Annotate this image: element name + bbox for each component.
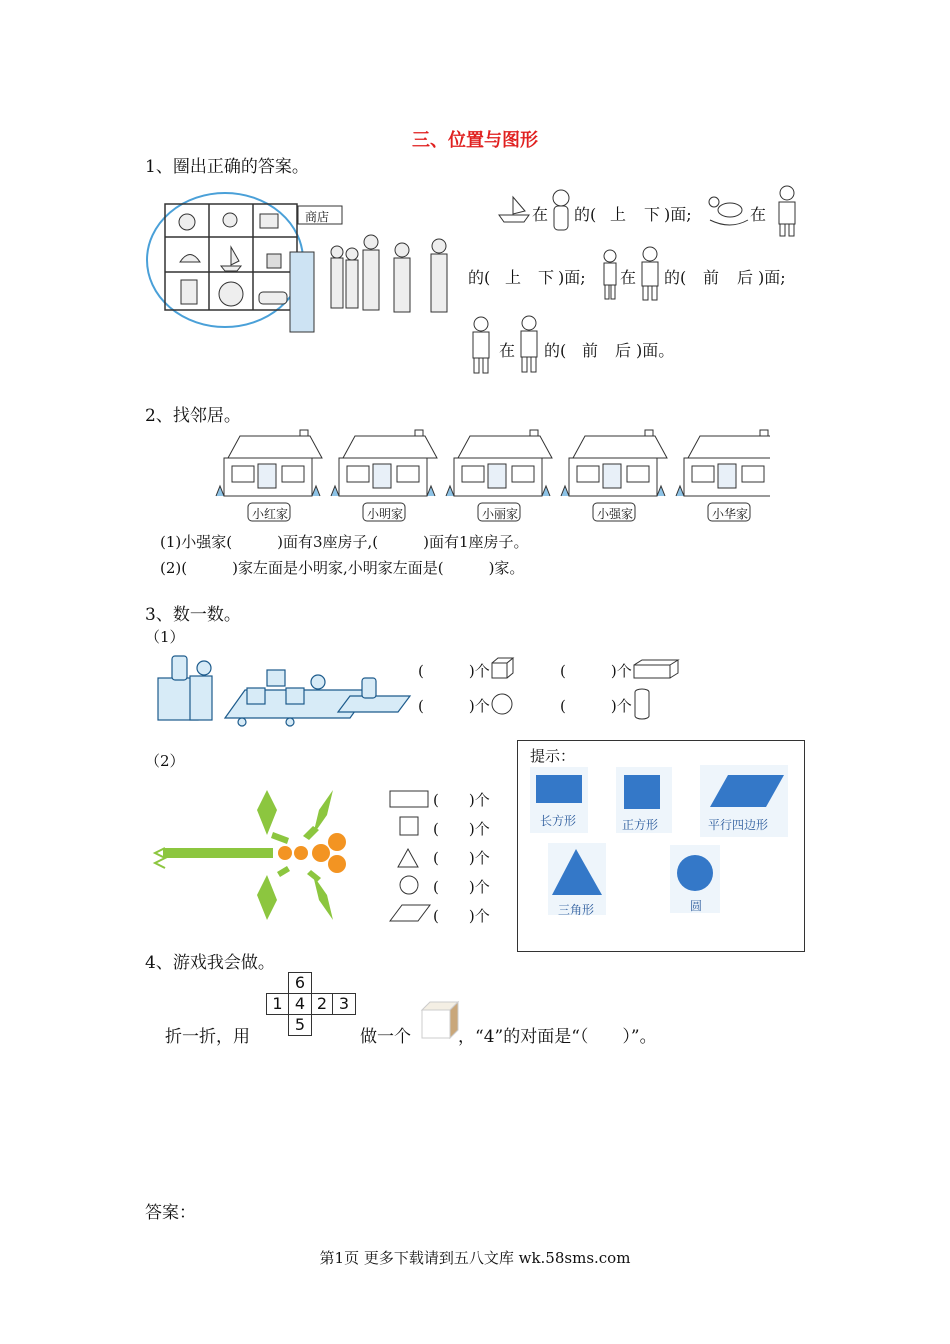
cylinder-icon	[632, 686, 654, 722]
q1-l1-end: )面;	[664, 205, 692, 224]
q4-sentence-b: 做一个	[360, 1027, 411, 1047]
hint-title: 提示：	[530, 747, 576, 765]
cuboid-icon	[632, 658, 680, 680]
net-cell-3: 2	[311, 993, 333, 1015]
count-square[interactable]: ( )个	[433, 820, 490, 838]
hint-triangle-label: 三角形	[558, 903, 595, 917]
parallelogram-icon	[390, 905, 430, 921]
q1-l2-of2: 的(	[664, 268, 687, 287]
q2-heading: 2、找邻居。	[145, 406, 241, 426]
net-cell-2: 4	[288, 993, 312, 1015]
hint-square-label: 正方形	[622, 818, 659, 832]
house-label-4: 小强家	[597, 507, 634, 521]
q1-l1-down[interactable]: 下	[644, 205, 661, 224]
q1-l3-end: )面。	[636, 341, 675, 360]
q3-part2-label: （2）	[145, 752, 185, 770]
q1-l2-up[interactable]: 上	[505, 268, 522, 287]
square-icon	[400, 817, 418, 835]
q1-l2-end2: )面;	[758, 268, 786, 287]
house-label-2: 小明家	[367, 507, 404, 521]
boat-icon	[495, 195, 535, 225]
q1-l1-of: 的(	[574, 205, 597, 224]
doll-icon	[548, 188, 574, 232]
shape-legend-icons	[388, 787, 436, 927]
q4-sentence-a: 折一折，用	[165, 1027, 250, 1047]
answer-label: 答案：	[145, 1203, 196, 1223]
house-label-1: 小红家	[252, 507, 289, 521]
cube-icon	[490, 656, 516, 680]
plane-shapes-figure	[145, 780, 360, 925]
q2-line2: (2)( )家左面是小明家,小明家左面是( )家。	[160, 559, 525, 577]
q1-l1-in: 在	[532, 205, 549, 224]
q1-l1-up[interactable]: 上	[610, 205, 627, 224]
robot-icon	[772, 184, 802, 240]
hint-shapes	[528, 765, 798, 945]
girl-icon	[465, 315, 497, 377]
hint-rectangle-label: 长方形	[540, 814, 577, 828]
count-cuboid[interactable]: ( )个	[560, 662, 632, 680]
q4-sentence-c[interactable]: ，“4”的对面是“（ ）”。	[458, 1027, 657, 1047]
cube-net	[264, 972, 356, 1038]
rectangle-icon	[390, 791, 428, 807]
q2-line1: (1)小强家( )面有3座房子,( )面有1座房子。	[160, 533, 529, 551]
q1-l2-down[interactable]: 下	[538, 268, 555, 287]
rocking-horse-icon	[706, 192, 752, 226]
count-rectangle[interactable]: ( )个	[433, 791, 490, 809]
q1-heading: 1、圈出正确的答案。	[145, 157, 309, 177]
count-cylinder[interactable]: ( )个	[560, 697, 632, 715]
q1-l3-back[interactable]: 后	[615, 341, 632, 360]
q1-l1-in2: 在	[750, 205, 767, 224]
shop-sign: 商店	[305, 210, 330, 224]
triangle-icon	[398, 849, 418, 867]
count-circle[interactable]: ( )个	[433, 878, 490, 896]
sphere-icon	[490, 692, 516, 716]
net-cell-top: 6	[288, 972, 312, 994]
house-label-3: 小丽家	[482, 507, 519, 521]
count-triangle[interactable]: ( )个	[433, 849, 490, 867]
boy-icon	[600, 248, 620, 302]
count-sphere[interactable]: ( )个	[418, 697, 490, 715]
hint-box	[517, 740, 805, 952]
q1-l2-end: )面;	[558, 268, 586, 287]
count-parallelogram[interactable]: ( )个	[433, 907, 490, 925]
net-cell-4: 3	[332, 993, 356, 1015]
q1-l2-front[interactable]: 前	[703, 268, 720, 287]
q4-heading: 4、游戏我会做。	[145, 953, 275, 973]
q1-l2-of: 的(	[468, 268, 491, 287]
child2-icon	[515, 315, 543, 377]
q1-l2-back[interactable]: 后	[737, 268, 754, 287]
solid-shapes-figure	[150, 648, 415, 730]
page-footer: 第1页 更多下载请到五八文库 wk.58sms.com	[319, 1249, 631, 1267]
q1-l2-in: 在	[620, 268, 637, 287]
page-title: 三、位置与图形	[412, 130, 538, 151]
q3-heading: 3、数一数。	[145, 605, 241, 625]
hint-parallelogram-label: 平行四边形	[708, 818, 769, 832]
net-cell-bottom: 5	[288, 1014, 312, 1036]
cube-image-icon	[420, 1000, 460, 1042]
net-cell-1: 1	[266, 993, 289, 1015]
q1-l3-in: 在	[499, 341, 516, 360]
hint-circle-label: 圆	[690, 899, 703, 913]
house-label-5: 小华家	[712, 507, 749, 521]
q1-l3-of: 的(	[544, 341, 567, 360]
circle-icon	[400, 876, 418, 894]
q1-l3-front[interactable]: 前	[582, 341, 599, 360]
count-cube[interactable]: ( )个	[418, 662, 490, 680]
q3-part1-label: （1）	[145, 628, 185, 646]
child-icon	[636, 246, 664, 304]
